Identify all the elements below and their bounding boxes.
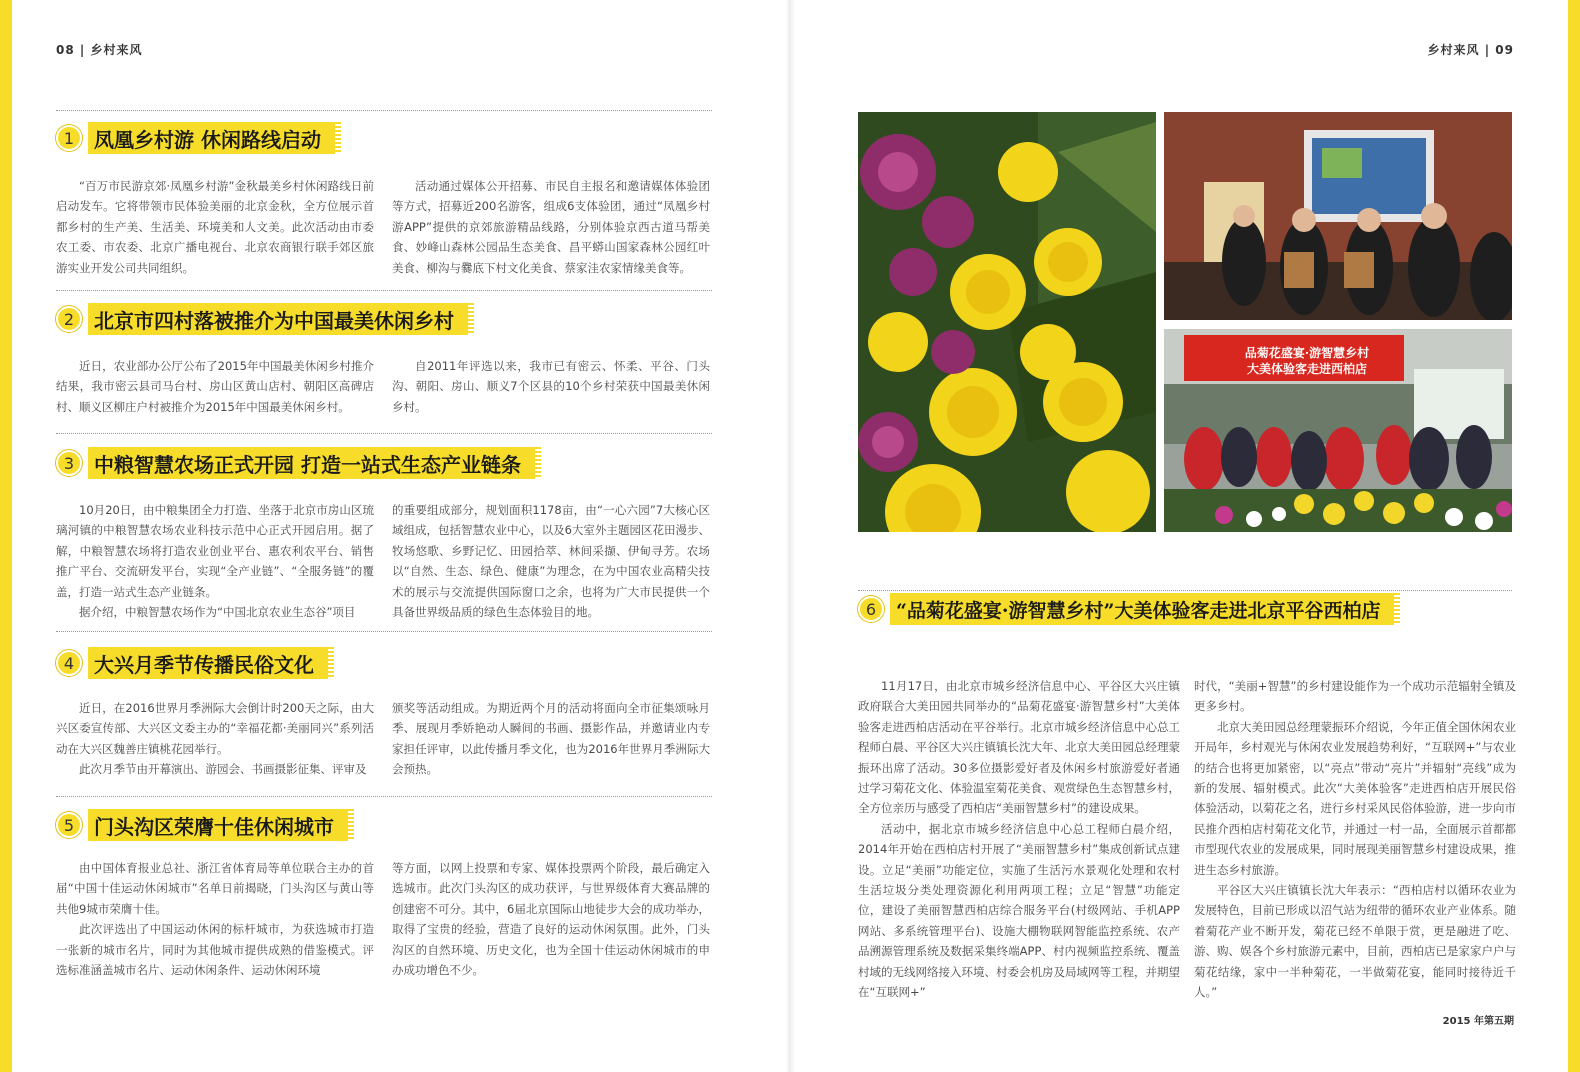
left-folio: 08 | 乡村来风 bbox=[56, 43, 143, 57]
officials-photo bbox=[1164, 112, 1512, 320]
paragraph: 时代，“美丽+智慧”的乡村建设能作为一个成功示范辐射全镇及更多乡村。 bbox=[1194, 679, 1516, 714]
paragraph: 10月20日，由中粮集团全力打造、坐落于北京市房山区琉璃河镇的中粮智慧农场农业科技示范中心正式开园启用。据了解，中粮智慧农场将打造农业创业平台、惠农利农平台、销售推广平台、交流研发平台，实现“全产业链”、“全服务链”的覆盖，打造一站式生态产业链条。 bbox=[56, 503, 374, 599]
section-1-heading bbox=[56, 121, 335, 155]
section-title: 中粮智慧农场正式开园 打造一站式生态产业链条 bbox=[88, 447, 535, 479]
divider bbox=[56, 796, 712, 797]
chrysanthemum-photo bbox=[858, 112, 1156, 532]
paragraph: 由中国体育报业总社、浙江省体育局等单位联合主办的首届“中国十佳运动休闲城市”名单日前揭晓，门头沟区与黄山等共他9城市荣膺十佳。 bbox=[56, 861, 374, 916]
section-number-badge: 2 bbox=[56, 306, 82, 332]
section-5-column-2 bbox=[392, 858, 710, 980]
section-number-badge: 5 bbox=[56, 812, 82, 838]
paragraph: 北京大美田园总经理蒙振环介绍说，今年正值全国休闲农业开局年，乡村观光与休闲农业发展趋势利好，“互联网+”与农业的结合也将更加紧密，以“亮点”带动“亮片”并辐射“亮线”成为新的发展、辐射模式。此次“大美体验客”走进西柏店开展民俗体验活动，以菊花之名，进行乡村采风民俗体验游，进一步向市民推介西柏店村菊花文化节，并通过一村一品，全面展示首都都市型现代农业的发展成果，同时展现美丽智慧乡村建设成果，推进生态乡村旅游。 bbox=[1194, 719, 1516, 877]
left-edge-strip bbox=[0, 0, 12, 1072]
paragraph: 活动通过媒体公开招募、市民自主报名和邀请媒体体验团等方式，招募近200名游客，组成6支体验团，通过“凤凰乡村游APP”提供的京郊旅游精品线路，分别体验京西古道马帮美食、妙峰山森林公园品生态美食、昌平蟒山国家森林公园红叶美食、柳沟与爨底下村文化美食、蔡家洼农家情缘美食等。 bbox=[392, 179, 710, 275]
section-2-column-1 bbox=[56, 356, 374, 417]
section-1-column-1 bbox=[56, 176, 374, 278]
officials-image bbox=[1164, 112, 1512, 320]
section-title: 北京市四村落被推介为中国最美休闲乡村 bbox=[88, 303, 468, 335]
divider bbox=[56, 290, 712, 291]
section-3-heading bbox=[56, 446, 535, 480]
section-3-column-2 bbox=[392, 500, 710, 622]
section-6-heading bbox=[858, 592, 1394, 626]
paragraph: 11月17日，由北京市城乡经济信息中心、平谷区大兴庄镇政府联合大美田园共同举办的“品菊花盛宴·游智慧乡村”大美体验客走进西柏店活动在平谷举行。北京市城乡经济信息中心总工程师白晨、平谷区大兴庄镇镇长沈大年、北京大美田园总经理蒙振环出席了活动。30多位摄影爱好者及休闲乡村旅游爱好者通过学习菊花文化、体验温室菊花美食、观赏绿色生态智慧乡村，全方位亲历与感受了西柏店“美丽智慧乡村”的建设成果。 bbox=[858, 679, 1180, 816]
paragraph: 近日，农业部办公厅公布了2015年中国最美休闲乡村推介结果，我市密云县司马台村、房山区黄山店村、朝阳区高碑店村、顺义区柳庄户村被推介为2015年中国最美休闲乡村。 bbox=[56, 359, 374, 414]
paragraph: 自2011年评选以来，我市已有密云、怀柔、平谷、门头沟、朝阳、房山、顺义7个区县的10个乡村荣获中国最美休闲乡村。 bbox=[392, 359, 710, 414]
paragraph: 此次月季节由开幕演出、游园会、书画摄影征集、评审及 bbox=[79, 762, 367, 777]
paragraph: 此次评选出了中国运动休闲的标杆城市，为获选城市打造一张新的城市名片，同时为其他城市提供成熟的借鉴模式。评选标准涵盖城市名片、运动休闲条件、运动休闲环境 bbox=[56, 922, 374, 978]
divider bbox=[858, 590, 1512, 591]
section-6-column-2 bbox=[1194, 676, 1516, 1003]
section-number-badge: 6 bbox=[858, 596, 884, 622]
right-page bbox=[790, 0, 1580, 1072]
section-number-badge: 4 bbox=[56, 650, 82, 676]
divider bbox=[56, 110, 712, 111]
section-1-column-2 bbox=[392, 176, 710, 278]
section-number-badge: 1 bbox=[56, 125, 82, 151]
section-2-column-2 bbox=[392, 356, 710, 417]
paragraph: 的重要组成部分，规划面积1178亩，由“一心六园”7大核心区域组成，包括智慧农业中心，以及6大室外主题园区花田漫步、牧场悠歌、乡野记忆、田园拾萃、林间采撷、伊甸寻芳。农场以“自然、生态、绿色、健康”为理念，在为中国农业高精尖技术的展示与交流提供国际窗口之余，也将为广大市民提供一个具备世界级品质的绿色生态体验目的地。 bbox=[392, 503, 710, 620]
right-folio: 乡村来风 | 09 bbox=[1427, 43, 1514, 57]
paragraph: “百万市民游京郊·凤凰乡村游”金秋最美乡村休闲路线日前启动发车。它将带领市民体验美丽的北京金秋，全方位展示首都乡村的生产美、生活美、环境美和人文美。此次活动由市委农工委、市农委、北京广播电视台、北京农商银行联手郊区旅游实业开发公司共同组织。 bbox=[56, 179, 374, 275]
divider bbox=[56, 433, 712, 434]
divider bbox=[56, 631, 712, 632]
banner-line: 品菊花盛宴·游智慧乡村 bbox=[1244, 346, 1370, 360]
paragraph: 平谷区大兴庄镇镇长沈大年表示：“西柏店村以循环农业为发展特色，目前已形成以沼气站为纽带的循环农业产业体系。随着菊花产业不断开发，菊花已经不单限于赏，更是融进了吃、游、购、娱各个乡村旅游元素中，目前，西柏店已是家家户户与菊花结缘，家中一半种菊花，一半做菊花宴，能同时接待近千人。” bbox=[1194, 883, 1516, 1000]
section-5-heading bbox=[56, 808, 348, 842]
section-3-column-1 bbox=[56, 500, 374, 622]
section-4-heading bbox=[56, 646, 328, 680]
paragraph: 颁奖等活动组成。为期近两个月的活动将面向全市征集颂咏月季、展现月季娇艳动人瞬间的书画、摄影作品，并邀请业内专家担任评审，以此传播月季文化，也为2016年世界月季洲际大会预热。 bbox=[392, 701, 710, 777]
paragraph: 据介绍，中粮智慧农场作为“中国北京农业生态谷”项目 bbox=[79, 605, 356, 620]
paragraph: 等方面，以网上投票和专家、媒体投票两个阶段，最后确定入选城市。此次门头沟区的成功获评，与世界级体育大赛品牌的创建密不可分。其中，6届北京国际山地徒步大会的成功举办，取得了宝贵的经验，营造了良好的运动休闲氛围。此外，门头沟区的自然环境、历史文化，也为全国十佳运动休闲城市的申办成功增色不少。 bbox=[392, 861, 710, 978]
section-4-column-2 bbox=[392, 698, 710, 780]
section-title: “品菊花盛宴·游智慧乡村”大美体验客走进北京平谷西柏店 bbox=[890, 593, 1394, 625]
paragraph: 活动中，据北京市城乡经济信息中心总工程师白晨介绍，2014年开始在西柏店村开展了“美丽智慧乡村”集成创新试点建设。立足“美丽”功能定位，实施了生活污水景观化处理和农村生活垃圾分类处理资源化利用两项工程；立足“智慧”功能定位，建设了美丽智慧西柏店综合服务平台(村级网站、手机APP网站、多系统管理平台)、设施大棚物联网智能监控系统、农产品溯源管理系统及数据采集终端APP、村内视频监控系统、覆盖村域的无线网络接入环境、村委会机房及局域网等工程，并期望在“互联网+” bbox=[858, 821, 1180, 1000]
section-4-column-1 bbox=[56, 698, 374, 780]
issue-label: 2015 年第五期 bbox=[1442, 1016, 1514, 1027]
chrysanthemum-image bbox=[858, 112, 1156, 532]
section-number-badge: 3 bbox=[56, 450, 82, 476]
right-edge-strip bbox=[1568, 0, 1580, 1072]
group-photo bbox=[1164, 329, 1512, 532]
section-title: 门头沟区荣膺十佳休闲城市 bbox=[88, 809, 348, 841]
section-title: 大兴月季节传播民俗文化 bbox=[88, 647, 328, 679]
photo-banner-text bbox=[1212, 345, 1402, 377]
banner-line: 大美体验客走进西柏店 bbox=[1246, 362, 1367, 376]
section-2-heading bbox=[56, 302, 468, 336]
paragraph: 近日，在2016世界月季洲际大会倒计时200天之际，由大兴区委宣传部、大兴区文委主办的“幸福花都·美丽同兴”系列活动在大兴区魏善庄镇桃花园举行。 bbox=[56, 701, 374, 756]
section-6-column-1 bbox=[858, 676, 1180, 1003]
section-title: 凤凰乡村游 休闲路线启动 bbox=[88, 122, 335, 154]
section-5-column-1 bbox=[56, 858, 374, 980]
